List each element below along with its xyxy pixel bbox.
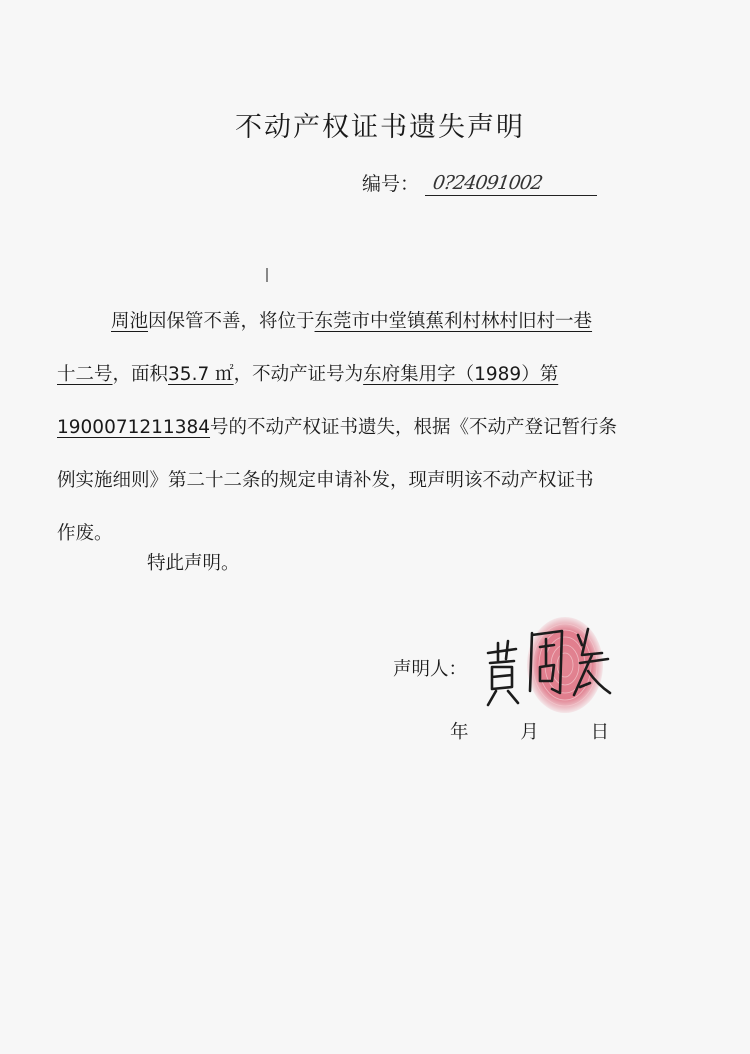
body-line-3 — [57, 401, 656, 454]
property-address-1: 东莞市中堂镇蕉利村林村旧村一巷 — [314, 311, 593, 332]
body-text-2d: ，不动产证号为 — [233, 364, 364, 385]
owner-name: 周池 — [111, 311, 149, 332]
certificate-number: 1900071211384 — [57, 417, 211, 438]
body-text-1b: 因保管不善，将位于 — [148, 311, 315, 332]
body-text-3b: 号的不动产权证书遗失，根据《不动产登记暂行条 — [210, 417, 618, 438]
body-text-2b: ，面积 — [112, 364, 169, 385]
certificate-prefix: 东府集用字（1989）第 — [363, 364, 559, 385]
date-month-label: 月 — [520, 722, 539, 743]
signer-label: 声明人： — [393, 659, 468, 680]
property-area: 35.7 ㎡ — [168, 364, 234, 385]
body-line-1 — [111, 295, 656, 348]
scan-mark — [266, 268, 268, 282]
fingerprint — [527, 617, 603, 713]
body-line-2 — [57, 348, 656, 401]
document-number-row — [362, 166, 597, 196]
number-label: 编号： — [362, 173, 420, 195]
body-line-4: 例实施细则》第二十二条的规定申请补发，现声明该不动产权证书 — [57, 470, 594, 491]
statement-body — [57, 295, 656, 560]
handwritten-number: 0?24091002 — [431, 172, 544, 194]
date-row — [450, 718, 609, 744]
date-year-label: 年 — [450, 722, 469, 743]
date-day-label: 日 — [590, 722, 610, 743]
signature-with-fingerprint — [470, 605, 620, 715]
document-title: 不动产权证书遗失声明 — [235, 112, 525, 143]
body-line-5: 作废。 — [57, 523, 113, 544]
closing-statement: 特此声明。 — [147, 553, 240, 574]
property-address-2: 十二号 — [57, 364, 113, 385]
number-underline — [425, 169, 597, 196]
